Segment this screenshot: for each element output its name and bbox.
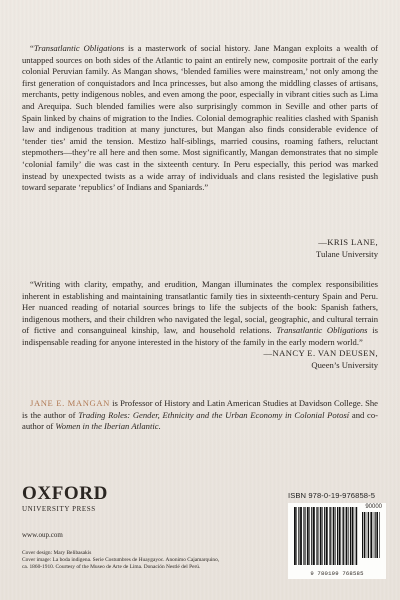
credit-line: Cover image: La boda indigena. Serie Costumbres de Huaygayoc. Anonimo Cajamarquino,: [22, 557, 220, 563]
text-run: “Writing with clarity, empathy, and erudition, Mangan illuminates the complex responsibilities inherent in establishing and maintaining transatlantic family ties in sixteenth-century Spain and Peru. Her nuanced reading of notarial sources brings to life the subjects of the book: Spanish fathers, indigenous mothers, and their children who navigated the legal, social, geographic, and cultural terrain of fictive and consanguineal kinship, law, and household relations.: [22, 279, 378, 336]
barcode-bar: [324, 507, 325, 565]
barcode-bars: [294, 507, 360, 567]
isbn-label: ISBN 978-0-19-976858-5: [288, 491, 376, 500]
barcode-bar: [373, 512, 374, 558]
barcode-bar: [368, 512, 369, 558]
reviewer-affiliation-2: Queen’s University: [311, 359, 378, 370]
credit-line: ca. 1860-1910. Courtesy of the Museo de Arte de Lima. Donación Nestlé del Perú.: [22, 564, 201, 570]
cover-credits: [22, 550, 222, 571]
reviewer-affiliation-1: Tulane University: [316, 248, 378, 259]
barcode-bar: [342, 507, 343, 565]
barcode-bar: [335, 507, 336, 565]
barcode-bar: [367, 512, 368, 558]
text-run: is indispensable reading for anyone interested in the history of the family in the early modern world.”: [22, 325, 378, 347]
publisher-subtitle: UNIVERSITY PRESS: [22, 505, 96, 513]
barcode-bar: [304, 507, 305, 565]
barcode-bar: [320, 507, 322, 565]
barcode-bar: [356, 507, 357, 565]
barcode-bar: [333, 507, 335, 565]
review-attribution-1: [316, 237, 378, 260]
italic-title-run: Transatlantic Obligations: [33, 43, 125, 53]
barcode-bar: [348, 507, 349, 565]
supplement-barcode-bars: [362, 512, 382, 564]
text-run: is Professor of History and Latin American Studies at Davidson College. She is the author of: [22, 398, 378, 420]
italic-title-run: Transatlantic Obligations: [276, 325, 368, 336]
barcode-bar: [303, 507, 304, 565]
publisher-website: www.oup.com: [22, 531, 63, 539]
barcode-bar: [375, 512, 376, 558]
publisher-name: OXFORD: [22, 483, 108, 504]
barcode-bar: [307, 507, 309, 565]
barcode-bar: [294, 507, 296, 565]
barcode: [288, 503, 386, 579]
italic-title-run: Trading Roles: Gender, Ethnicity and the Urban Economy in Colonial Potosí: [78, 409, 350, 420]
supplement-code: 90000: [365, 504, 382, 510]
barcode-bar: [362, 512, 363, 558]
barcode-bar: [309, 507, 310, 565]
italic-title-run: Women in the Iberian Atlantic: [55, 421, 159, 432]
barcode-bar: [370, 512, 372, 558]
barcode-bar: [346, 507, 348, 565]
barcode-bar: [339, 507, 341, 565]
publisher-logo: [22, 484, 108, 514]
barcode-bar: [330, 507, 331, 565]
barcode-bar: [317, 507, 318, 565]
barcode-bar: [379, 512, 380, 558]
text-run: and co-author of: [22, 409, 378, 432]
author-bio: [22, 398, 378, 433]
review-blurb-2: [22, 279, 378, 349]
barcode-bar: [364, 512, 366, 558]
barcode-bar: [337, 507, 338, 565]
barcode-bar: [352, 507, 354, 565]
reviewer-name-1: —KRIS LANE,: [318, 237, 378, 247]
barcode-bar: [322, 507, 323, 565]
credit-line: Cover design: Mary Belibasakis: [22, 550, 92, 556]
barcode-bar: [296, 507, 297, 565]
reviewer-name-2: —NANCY E. VAN DEUSEN,: [263, 348, 378, 358]
barcode-bar: [300, 507, 302, 565]
barcode-bar: [376, 512, 378, 558]
author-name: JANE E. MANGAN: [30, 398, 110, 408]
text-run: .: [158, 421, 161, 432]
text-run: “: [30, 43, 34, 53]
barcode-bar: [329, 507, 330, 565]
barcode-bar: [355, 507, 356, 565]
text-run: is a masterwork of social history. Jane Mangan exploits a wealth of untapped sources on both sides of the Atlantic to paint an entirely new, composite portrait of the early colonial Peruvian family. As Mangan shows, ‘blended families were mainstream,’ not only among the first generation of conquistadors and Inca princesses, but also among the middling classes of artisans, merchants, petty indigenous nobles, and even among the poor, especially in vibrant cities such as Lima and Arequipa. Such blended families were also surprisingly common in Seville and other parts of Spain linked by chains of migration to the Indies. Colonial demographic realities clashed with Spanish law and indigenous tradition at many junctures, but Mangan also finds considerable evidence of ‘tender ties’ amid the tension. Mestizo half-siblings, married cousins, roaming fathers, reluctant stepmothers—they’re all here and then some. Most significantly, Mangan demonstrates that no simple ‘colonial family’ die was cast in the sixteenth century. In Peru especially, this period was marked instead by unexpected twists as a wide array of individuals and clans resisted the legislative push toward separate ‘republics’ of Indians and Spaniards.”: [22, 43, 378, 193]
barcode-bar: [316, 507, 317, 565]
barcode-bar: [313, 507, 315, 565]
barcode-bar: [311, 507, 312, 565]
barcode-digits: 9 780199 768585: [310, 570, 364, 577]
review-blurb-1: [22, 43, 378, 194]
barcode-bar: [326, 507, 328, 565]
barcode-bar: [350, 507, 351, 565]
review-attribution-2: [264, 348, 378, 371]
barcode-bar: [298, 507, 299, 565]
barcode-bar: [343, 507, 344, 565]
